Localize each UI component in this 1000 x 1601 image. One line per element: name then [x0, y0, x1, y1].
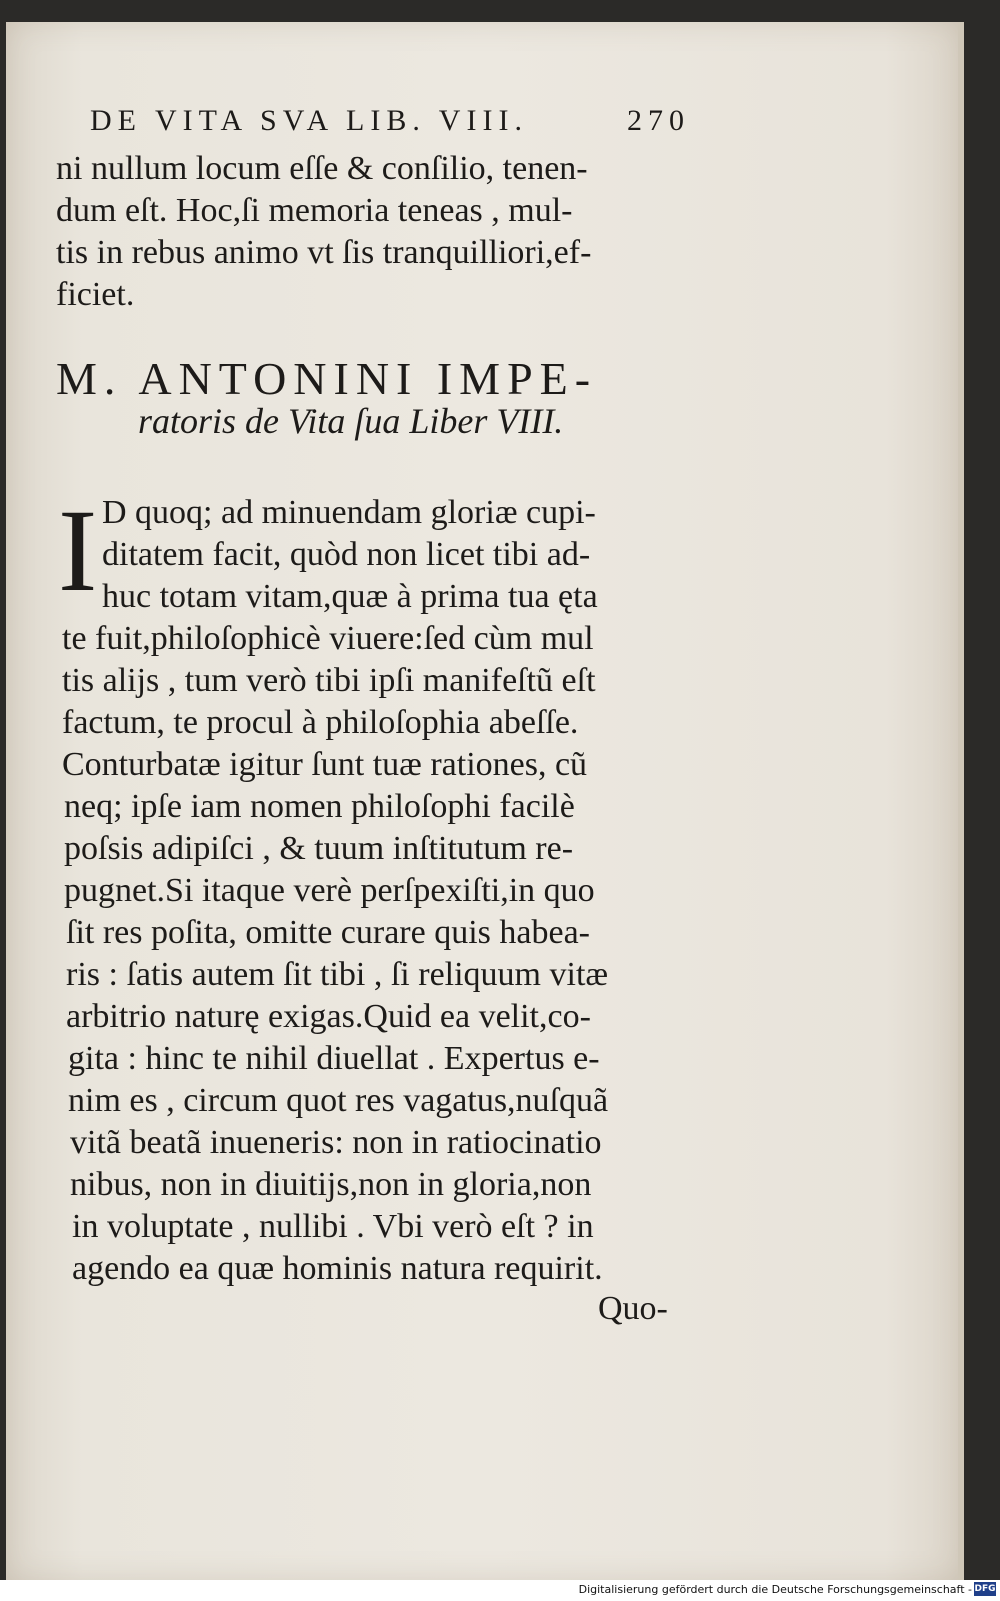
text-line: in voluptate , nullibi . Vbi verò eſt ? in	[72, 1208, 594, 1245]
text-line: poſsis adipiſci , & tuum inſtitutum re-	[64, 830, 574, 867]
text-line: dum eſt. Hoc,ſi memoria teneas , mul-	[56, 192, 573, 229]
page-edge	[958, 22, 964, 1580]
text-line: vitã beatã inueneris: non in ratiocinatio	[70, 1124, 602, 1161]
text-line: arbitrio naturę exigas.Quid ea velit,co-	[66, 998, 591, 1035]
chapter-heading: M. ANTONINI IMPE-	[56, 353, 598, 404]
drop-initial: I	[58, 485, 98, 616]
catchword: Quo-	[598, 1290, 668, 1327]
text-line: factum, te procul à philoſophia abeſſe.	[62, 704, 579, 741]
text-line: huc totam vitam,quæ à prima tua ęta	[102, 578, 598, 615]
page-number: 270	[627, 104, 690, 137]
text-line: ditatem facit, quòd non licet tibi ad-	[102, 536, 591, 573]
text-line: neq; ipſe iam nomen philoſophi facilè	[64, 788, 575, 825]
running-head	[90, 104, 690, 138]
text-line: tis alijs , tum verò tibi ipſi manifeſtũ eſt	[62, 662, 596, 699]
text-line: ficiet.	[56, 276, 135, 313]
text-line: te fuit,philoſophicè viuere:ſed cùm mul	[62, 620, 594, 657]
text-line: D quoq; ad minuendam gloriæ cupi-	[102, 494, 596, 531]
text-line: gita : hinc te nihil diuellat . Expertus e-	[68, 1040, 600, 1077]
text-line: ſit res poſita, omitte curare quis habea-	[66, 914, 590, 951]
text-line: tis in rebus animo vt ſis tranquilliori,ef-	[56, 234, 592, 271]
text-line: Conturbatæ igitur ſunt tuæ rationes, cũ	[62, 746, 588, 783]
text-line: ni nullum locum eſſe & conſilio, tenen-	[56, 150, 588, 187]
text-line: pugnet.Si itaque verè perſpexiſti,in quo	[64, 872, 595, 909]
running-head-title: DE VITA SVA LIB. VIII.	[90, 104, 528, 137]
text-line: nibus, non in diuitijs,non in gloria,non	[70, 1166, 592, 1203]
footer-credit: Digitalisierung gefördert durch die Deutsche Forschungsgemeinschaft -	[578, 1583, 972, 1596]
text-line: ris : ſatis autem ſit tibi , ſi reliquum vitæ	[66, 956, 609, 993]
dfg-logo-icon: DFG	[974, 1584, 996, 1594]
text-line: nim es , circum quot res vagatus,nuſquã	[68, 1082, 609, 1119]
chapter-subheading: ratoris de Vita ſua Liber VIII.	[138, 401, 564, 441]
text-line: agendo ea quæ hominis natura requirit.	[72, 1250, 603, 1287]
